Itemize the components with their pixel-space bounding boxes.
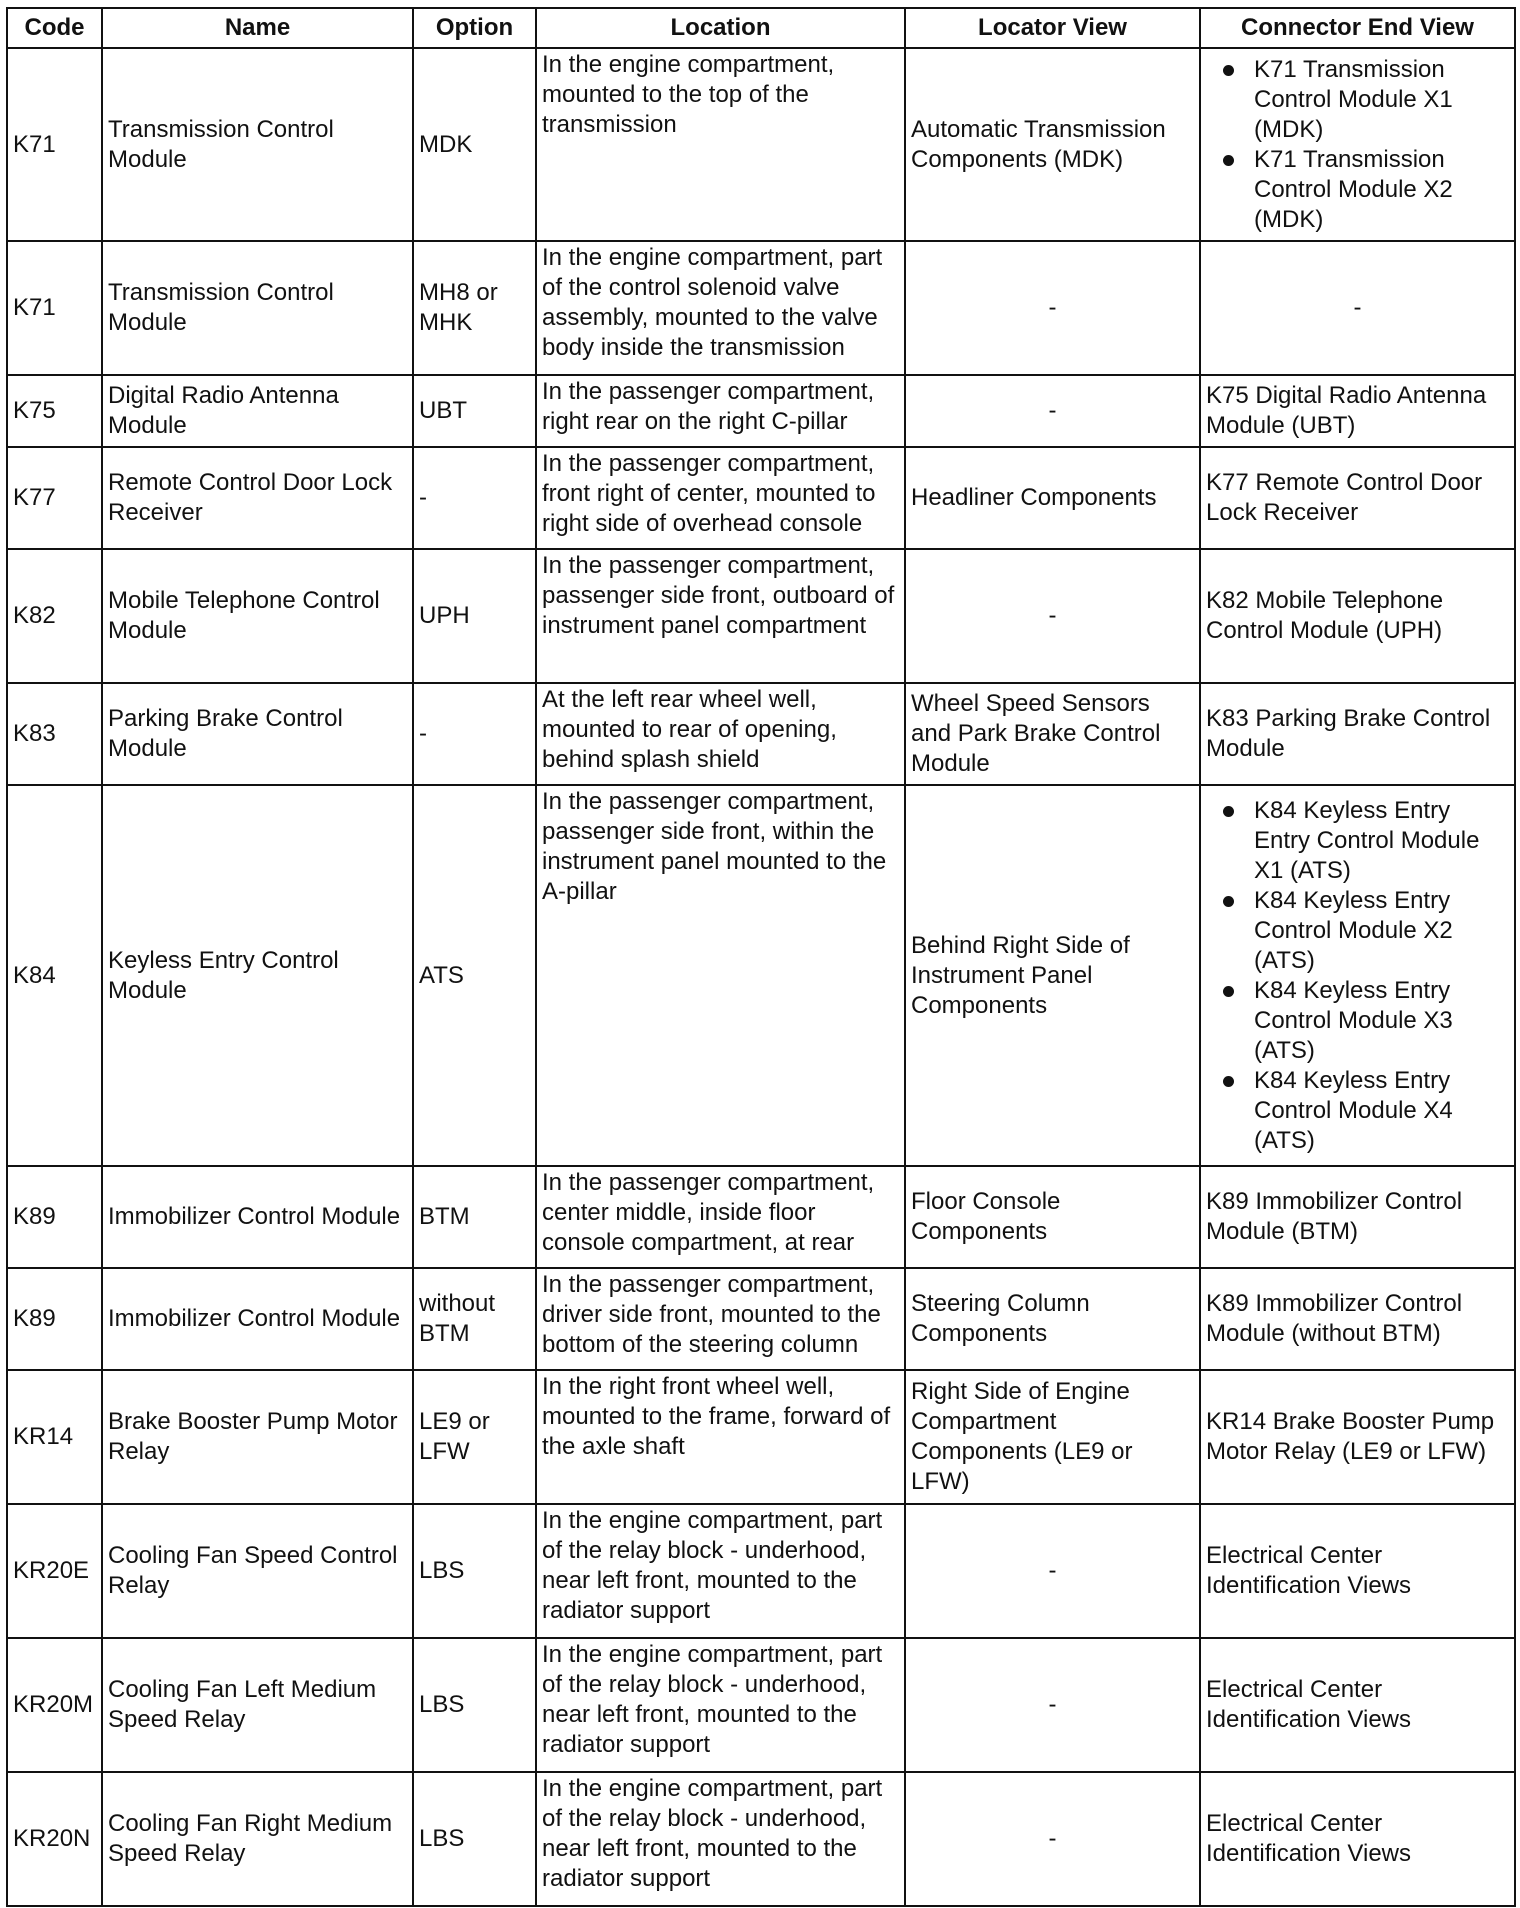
table-row [7, 549, 1515, 683]
cell-locator-view: Automatic Transmission Components (MDK) [905, 48, 1200, 241]
cell-name: Digital Radio Antenna Module [102, 375, 413, 447]
header-option: Option [413, 8, 536, 48]
cell-option: - [413, 683, 536, 785]
cell-locator-view: Wheel Speed Sensors and Park Brake Control Module [905, 683, 1200, 785]
cell-connector-end-view [1200, 785, 1515, 1166]
cell-option: UPH [413, 549, 536, 683]
cell-option: LBS [413, 1638, 536, 1772]
cell-locator-view: - [905, 241, 1200, 375]
table-row [7, 1638, 1515, 1772]
cell-code: K82 [7, 549, 102, 683]
cell-name: Mobile Telephone Control Module [102, 549, 413, 683]
table-row [7, 1772, 1515, 1906]
cell-locator-view: Floor Console Components [905, 1166, 1200, 1268]
cell-location: In the passenger compartment, center middle, inside floor console compartment, at rear [536, 1166, 905, 1268]
cell-name: Immobilizer Control Module [102, 1268, 413, 1370]
cell-connector-end-view: K82 Mobile Telephone Control Module (UPH) [1200, 549, 1515, 683]
cell-option: ATS [413, 785, 536, 1166]
table-row [7, 785, 1515, 1166]
cell-connector-end-view: - [1200, 241, 1515, 375]
connector-list [1206, 796, 1509, 1156]
header-connector-end-view: Connector End View [1200, 8, 1515, 48]
cell-location: In the engine compartment, part of the relay block - underhood, near left front, mounted to the radiator support [536, 1504, 905, 1638]
cell-location: In the passenger compartment, passenger side front, outboard of instrument panel compartment [536, 549, 905, 683]
cell-option: without BTM [413, 1268, 536, 1370]
connector-list-item: K84 Keyless Entry Control Module X4 (ATS) [1254, 1066, 1509, 1156]
cell-locator-view: Headliner Components [905, 447, 1200, 549]
cell-connector-end-view: K89 Immobilizer Control Module (BTM) [1200, 1166, 1515, 1268]
cell-code: K71 [7, 241, 102, 375]
cell-location: In the engine compartment, part of the relay block - underhood, near left front, mounted to the radiator support [536, 1772, 905, 1906]
header-location: Location [536, 8, 905, 48]
table-row [7, 1504, 1515, 1638]
cell-code: KR20M [7, 1638, 102, 1772]
cell-locator-view: - [905, 1772, 1200, 1906]
table-row [7, 683, 1515, 785]
header-row [7, 8, 1515, 48]
cell-connector-end-view: KR14 Brake Booster Pump Motor Relay (LE9 or LFW) [1200, 1370, 1515, 1504]
cell-location: In the passenger compartment, front right of center, mounted to right side of overhead console [536, 447, 905, 549]
connector-list-item: K71 Transmission Control Module X2 (MDK) [1254, 145, 1509, 235]
cell-option: LBS [413, 1772, 536, 1906]
cell-code: K71 [7, 48, 102, 241]
cell-connector-end-view: K77 Remote Control Door Lock Receiver [1200, 447, 1515, 549]
cell-locator-view: - [905, 1638, 1200, 1772]
cell-option: BTM [413, 1166, 536, 1268]
cell-name: Transmission Control Module [102, 48, 413, 241]
table-row [7, 241, 1515, 375]
cell-name: Brake Booster Pump Motor Relay [102, 1370, 413, 1504]
cell-name: Cooling Fan Speed Control Relay [102, 1504, 413, 1638]
cell-code: K89 [7, 1166, 102, 1268]
cell-locator-view: - [905, 375, 1200, 447]
cell-location: In the passenger compartment, driver side front, mounted to the bottom of the steering column [536, 1268, 905, 1370]
cell-option: - [413, 447, 536, 549]
cell-option: LE9 or LFW [413, 1370, 536, 1504]
cell-locator-view: Right Side of Engine Compartment Components (LE9 or LFW) [905, 1370, 1200, 1504]
connector-list-item: K71 Transmission Control Module X1 (MDK) [1254, 55, 1509, 145]
table-row [7, 375, 1515, 447]
cell-option: UBT [413, 375, 536, 447]
cell-connector-end-view [1200, 48, 1515, 241]
cell-code: K89 [7, 1268, 102, 1370]
connector-list-item: K84 Keyless Entry Control Module X2 (ATS) [1254, 886, 1509, 976]
table-row [7, 1166, 1515, 1268]
cell-code: KR14 [7, 1370, 102, 1504]
header-locator-view: Locator View [905, 8, 1200, 48]
cell-code: K77 [7, 447, 102, 549]
cell-name: Cooling Fan Right Medium Speed Relay [102, 1772, 413, 1906]
cell-connector-end-view: Electrical Center Identification Views [1200, 1638, 1515, 1772]
cell-connector-end-view: K75 Digital Radio Antenna Module (UBT) [1200, 375, 1515, 447]
header-code: Code [7, 8, 102, 48]
table-row [7, 447, 1515, 549]
cell-connector-end-view: K83 Parking Brake Control Module [1200, 683, 1515, 785]
cell-connector-end-view: K89 Immobilizer Control Module (without BTM) [1200, 1268, 1515, 1370]
cell-code: KR20E [7, 1504, 102, 1638]
cell-name: Transmission Control Module [102, 241, 413, 375]
connector-list-item: K84 Keyless Entry Entry Control Module X1 (ATS) [1254, 796, 1509, 886]
table-row [7, 1370, 1515, 1504]
cell-code: K84 [7, 785, 102, 1166]
cell-locator-view: Steering Column Components [905, 1268, 1200, 1370]
cell-option: LBS [413, 1504, 536, 1638]
cell-connector-end-view: Electrical Center Identification Views [1200, 1772, 1515, 1906]
connector-list-item: K84 Keyless Entry Control Module X3 (ATS) [1254, 976, 1509, 1066]
cell-location: In the engine compartment, mounted to the top of the transmission [536, 48, 905, 241]
cell-location: In the passenger compartment, right rear on the right C-pillar [536, 375, 905, 447]
cell-option: MDK [413, 48, 536, 241]
cell-name: Cooling Fan Left Medium Speed Relay [102, 1638, 413, 1772]
cell-connector-end-view: Electrical Center Identification Views [1200, 1504, 1515, 1638]
table-row [7, 48, 1515, 241]
cell-name: Keyless Entry Control Module [102, 785, 413, 1166]
cell-locator-view: Behind Right Side of Instrument Panel Components [905, 785, 1200, 1166]
cell-locator-view: - [905, 1504, 1200, 1638]
cell-option: MH8 or MHK [413, 241, 536, 375]
cell-location: In the passenger compartment, passenger side front, within the instrument panel mounted to the A-pillar [536, 785, 905, 1166]
cell-locator-view: - [905, 549, 1200, 683]
cell-name: Remote Control Door Lock Receiver [102, 447, 413, 549]
table-row [7, 1268, 1515, 1370]
cell-code: KR20N [7, 1772, 102, 1906]
cell-location: At the left rear wheel well, mounted to rear of opening, behind splash shield [536, 683, 905, 785]
cell-code: K75 [7, 375, 102, 447]
cell-location: In the right front wheel well, mounted to the frame, forward of the axle shaft [536, 1370, 905, 1504]
cell-location: In the engine compartment, part of the relay block - underhood, near left front, mounted to the radiator support [536, 1638, 905, 1772]
cell-name: Immobilizer Control Module [102, 1166, 413, 1268]
cell-code: K83 [7, 683, 102, 785]
header-name: Name [102, 8, 413, 48]
cell-name: Parking Brake Control Module [102, 683, 413, 785]
cell-location: In the engine compartment, part of the control solenoid valve assembly, mounted to the valve body inside the transmission [536, 241, 905, 375]
connector-list [1206, 55, 1509, 235]
component-locator-table [6, 7, 1516, 1907]
